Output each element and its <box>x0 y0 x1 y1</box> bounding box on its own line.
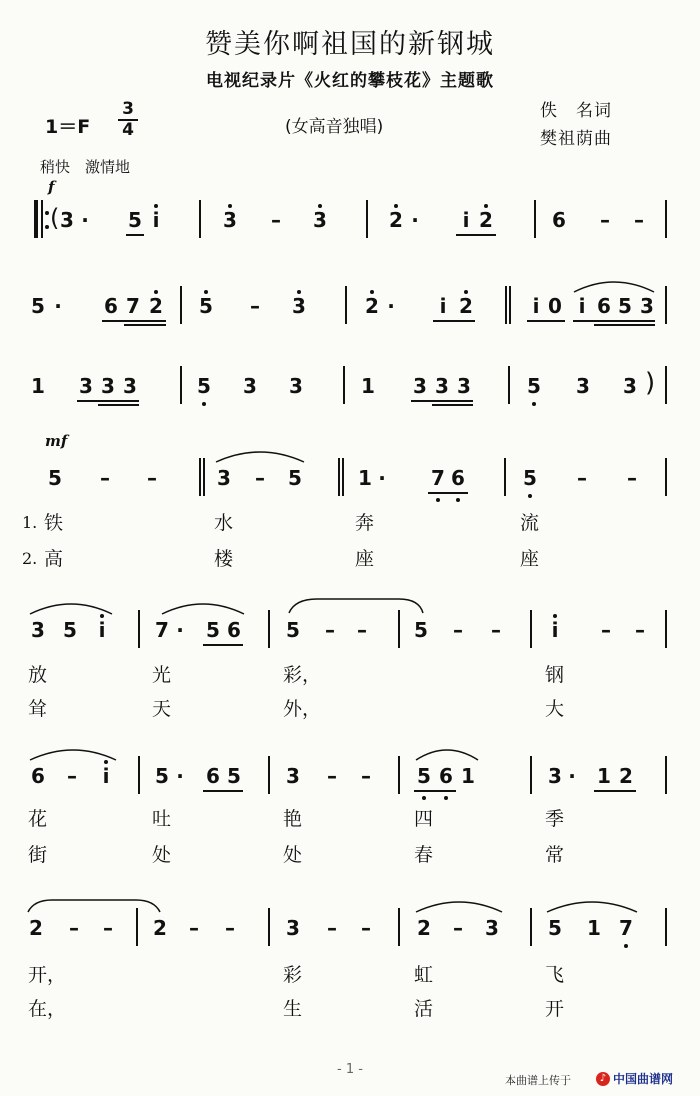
dash: – <box>147 466 157 490</box>
note: 2 <box>149 294 163 318</box>
octave-dot-high <box>553 614 557 618</box>
dash: – <box>255 466 265 490</box>
note: 1 <box>361 374 375 398</box>
lyric: 座 <box>520 548 540 570</box>
octave-dot-low <box>532 402 536 406</box>
note: 3 <box>413 374 427 398</box>
barline <box>534 200 536 238</box>
site-logo <box>596 1070 673 1087</box>
note: 5 <box>31 294 45 318</box>
verse-1-number: 1. <box>22 513 38 532</box>
lyric: 处 <box>152 844 172 866</box>
barline <box>665 366 667 404</box>
dash: – <box>100 466 110 490</box>
lyric: 耸 <box>28 698 48 720</box>
lyric: 水 <box>214 512 234 534</box>
note: 5 <box>527 374 541 398</box>
dash: – <box>361 916 371 940</box>
barline <box>268 756 270 794</box>
dot-augmentation: · <box>568 764 576 788</box>
eighth-underline <box>411 400 473 402</box>
note: 7 <box>126 294 140 318</box>
song-title: 赞美你啊祖国的新钢城 <box>205 29 495 60</box>
note: 3 <box>313 208 327 232</box>
note: 6 <box>451 466 465 490</box>
barline <box>338 458 340 496</box>
dash: – <box>325 618 335 642</box>
octave-dot-low <box>444 796 448 800</box>
note: 2 <box>389 208 403 232</box>
barline <box>343 366 345 404</box>
lyric: 春 <box>414 844 434 866</box>
lyric: 飞 <box>545 964 565 986</box>
eighth-underline <box>203 644 243 646</box>
music-note-icon: ♪ <box>596 1072 610 1086</box>
barline <box>180 286 182 324</box>
barline <box>398 756 400 794</box>
dynamic-mf: mf <box>45 432 68 450</box>
lyric: 虹 <box>414 964 434 986</box>
octave-dot-low <box>422 796 426 800</box>
note: 2 <box>619 764 633 788</box>
note: 2 <box>479 208 493 232</box>
note: 6 <box>597 294 611 318</box>
time-signature <box>118 100 138 140</box>
note: 5 <box>155 764 169 788</box>
note: 7 <box>155 618 169 642</box>
note: 1 <box>31 374 45 398</box>
barline <box>342 458 344 496</box>
octave-dot-low <box>528 494 532 498</box>
note: 5 <box>48 466 62 490</box>
note: 3 <box>435 374 449 398</box>
barline <box>530 908 532 946</box>
barline <box>345 286 347 324</box>
eighth-underline <box>527 320 565 322</box>
note: i <box>439 294 447 318</box>
octave-dot-low <box>624 944 628 948</box>
tie <box>26 898 162 914</box>
note: 6 <box>552 208 566 232</box>
lyric: 季 <box>545 808 565 830</box>
dash: – <box>453 916 463 940</box>
dash: – <box>357 618 367 642</box>
octave-dot-high <box>204 290 208 294</box>
dash: – <box>250 294 260 318</box>
song-subtitle: 电视纪录片《火红的攀枝花》主题歌 <box>206 71 494 91</box>
dash: – <box>635 618 645 642</box>
note: 6 <box>104 294 118 318</box>
note: 3 <box>623 374 637 398</box>
note: 5 <box>199 294 213 318</box>
dot-augmentation: · <box>378 466 386 490</box>
octave-dot-high <box>318 204 322 208</box>
lyric: 开 <box>545 998 565 1020</box>
slur <box>160 600 246 616</box>
note: 3 <box>101 374 115 398</box>
lyric: 放 <box>28 664 48 686</box>
octave-dot-high <box>370 290 374 294</box>
barline <box>530 756 532 794</box>
octave-dot-low <box>436 498 440 502</box>
open-paren: ( <box>50 204 60 232</box>
dash: – <box>271 208 281 232</box>
eighth-underline <box>126 234 144 236</box>
site-name: 中国曲谱网 <box>613 1072 674 1086</box>
note: i <box>98 618 106 642</box>
dot-augmentation: · <box>81 208 89 232</box>
lyric: 大 <box>545 698 565 720</box>
barline <box>398 908 400 946</box>
lyric: 外， <box>283 698 322 720</box>
note: 3 <box>292 294 306 318</box>
octave-dot-high <box>394 204 398 208</box>
note: i <box>551 618 559 642</box>
note: 3 <box>457 374 471 398</box>
lyric: 座 <box>355 548 375 570</box>
note: 5 <box>227 764 241 788</box>
lyric: 彩， <box>283 664 322 686</box>
note: 3 <box>79 374 93 398</box>
sixteenth-underline <box>124 324 166 326</box>
slur <box>545 898 639 914</box>
lyric: 常 <box>545 844 565 866</box>
repeat-barline-thick <box>34 200 38 238</box>
note: 3 <box>576 374 590 398</box>
dash: – <box>361 764 371 788</box>
barline <box>665 908 667 946</box>
octave-dot-high <box>154 290 158 294</box>
barline <box>665 286 667 324</box>
slur <box>28 600 114 616</box>
barline <box>180 366 182 404</box>
rest: 0 <box>548 294 562 318</box>
note: 6 <box>227 618 241 642</box>
lyric: 吐 <box>152 808 172 830</box>
page-number: - 1 - <box>337 1062 363 1077</box>
barline <box>203 458 205 496</box>
repeat-dot <box>45 211 49 215</box>
lyric: 生 <box>283 998 303 1020</box>
note: 2 <box>365 294 379 318</box>
note: 1 <box>587 916 601 940</box>
note: 5 <box>414 618 428 642</box>
meter-bottom: 4 <box>122 120 134 140</box>
eighth-underline <box>203 790 243 792</box>
dash: – <box>600 208 610 232</box>
close-paren: ) <box>645 368 656 398</box>
upload-note: 本曲谱上传于 <box>505 1074 571 1087</box>
eighth-underline <box>428 492 468 494</box>
tie <box>287 597 427 615</box>
barline <box>509 286 511 324</box>
voice-type: (女高音独唱) <box>285 117 384 137</box>
note: 3 <box>31 618 45 642</box>
note: 3 <box>289 374 303 398</box>
dot-augmentation: · <box>176 618 184 642</box>
lyric: 彩 <box>283 964 303 986</box>
composer-credit: 樊祖荫曲 <box>540 129 612 149</box>
barline <box>665 756 667 794</box>
sixteenth-underline <box>594 324 655 326</box>
lyric: 在， <box>28 998 67 1020</box>
lyric: 开， <box>28 964 67 986</box>
dash: – <box>453 618 463 642</box>
dash: – <box>577 466 587 490</box>
note: 7 <box>431 466 445 490</box>
barline <box>508 366 510 404</box>
lyric: 奔 <box>355 512 375 534</box>
octave-dot-high <box>464 290 468 294</box>
repeat-barline-thin <box>41 200 43 238</box>
eighth-underline <box>573 320 655 322</box>
dash: – <box>601 618 611 642</box>
note: i <box>102 764 110 788</box>
note: 5 <box>288 466 302 490</box>
octave-dot-low <box>202 402 206 406</box>
dash: – <box>103 916 113 940</box>
lyric: 街 <box>28 844 48 866</box>
note: 6 <box>31 764 45 788</box>
lyric: 艳 <box>283 808 303 830</box>
lyric: 光 <box>152 664 172 686</box>
eighth-underline <box>594 790 636 792</box>
dash: – <box>189 916 199 940</box>
sixteenth-underline <box>98 404 139 406</box>
note: i <box>578 294 586 318</box>
octave-dot-high <box>228 204 232 208</box>
eighth-underline <box>456 234 496 236</box>
lyric: 花 <box>28 808 48 830</box>
note: 6 <box>439 764 453 788</box>
slur <box>414 746 480 762</box>
barline <box>199 458 201 496</box>
lyric: 流 <box>520 512 540 534</box>
note: i <box>152 208 160 232</box>
dot-augmentation: · <box>387 294 395 318</box>
note: 5 <box>548 916 562 940</box>
dynamic-f: f <box>48 178 55 196</box>
octave-dot-high <box>154 204 158 208</box>
verse-2-number: 2. <box>22 549 38 568</box>
dash: – <box>67 764 77 788</box>
barline <box>199 200 201 238</box>
meter-top: 3 <box>122 99 134 119</box>
note: 3 <box>123 374 137 398</box>
lyric: 活 <box>414 998 434 1020</box>
barline <box>366 200 368 238</box>
barline-dashed <box>398 610 400 648</box>
note: 3 <box>223 208 237 232</box>
note: 3 <box>286 916 300 940</box>
lyric: 钢 <box>545 664 565 686</box>
barline <box>268 610 270 648</box>
note: i <box>532 294 540 318</box>
barline <box>138 610 140 648</box>
note: i <box>462 208 470 232</box>
note: 1 <box>597 764 611 788</box>
slur <box>414 898 504 914</box>
lyric: 高 <box>44 548 64 570</box>
note: 5 <box>618 294 632 318</box>
dash: – <box>327 764 337 788</box>
repeat-dot <box>45 225 49 229</box>
dot-augmentation: · <box>54 294 62 318</box>
note: 3 <box>286 764 300 788</box>
dot-augmentation: · <box>176 764 184 788</box>
dash: – <box>225 916 235 940</box>
eighth-underline <box>102 320 166 322</box>
note: 5 <box>417 764 431 788</box>
lyricist-credit: 佚 名词 <box>540 101 612 121</box>
note: 1 <box>358 466 372 490</box>
note: 3 <box>217 466 231 490</box>
dash: – <box>327 916 337 940</box>
eighth-underline <box>414 790 456 792</box>
lyric: 天 <box>152 698 172 720</box>
barline <box>504 458 506 496</box>
barline <box>268 908 270 946</box>
note: 5 <box>286 618 300 642</box>
note: 3 <box>243 374 257 398</box>
octave-dot-low <box>456 498 460 502</box>
lyric: 铁 <box>44 512 64 534</box>
note: 5 <box>523 466 537 490</box>
note: 6 <box>206 764 220 788</box>
barline <box>665 200 667 238</box>
note: 2 <box>417 916 431 940</box>
slur <box>28 746 118 762</box>
lyric: 处 <box>283 844 303 866</box>
dash: – <box>634 208 644 232</box>
note: 5 <box>197 374 211 398</box>
note: 5 <box>206 618 220 642</box>
barline <box>665 458 667 496</box>
note: 3 <box>60 208 74 232</box>
barline <box>665 610 667 648</box>
note: 1 <box>461 764 475 788</box>
key-signature: 1＝F <box>45 116 91 138</box>
slur <box>214 448 306 464</box>
lyric: 楼 <box>214 548 234 570</box>
note: 2 <box>29 916 43 940</box>
barline <box>505 286 507 324</box>
tempo-marking: 稍快 激情地 <box>40 158 131 176</box>
octave-dot-high <box>297 290 301 294</box>
dash: – <box>491 618 501 642</box>
slur <box>572 278 656 294</box>
note: 7 <box>619 916 633 940</box>
dash: – <box>627 466 637 490</box>
note: 3 <box>485 916 499 940</box>
note: 3 <box>548 764 562 788</box>
barline <box>138 756 140 794</box>
note: 2 <box>153 916 167 940</box>
dash: – <box>69 916 79 940</box>
note: 3 <box>640 294 654 318</box>
barline <box>530 610 532 648</box>
eighth-underline <box>433 320 475 322</box>
eighth-underline <box>77 400 139 402</box>
note: 2 <box>459 294 473 318</box>
note: 5 <box>128 208 142 232</box>
sixteenth-underline <box>432 404 473 406</box>
note: 5 <box>63 618 77 642</box>
lyric: 四 <box>414 808 434 830</box>
dot-augmentation: · <box>411 208 419 232</box>
octave-dot-high <box>484 204 488 208</box>
